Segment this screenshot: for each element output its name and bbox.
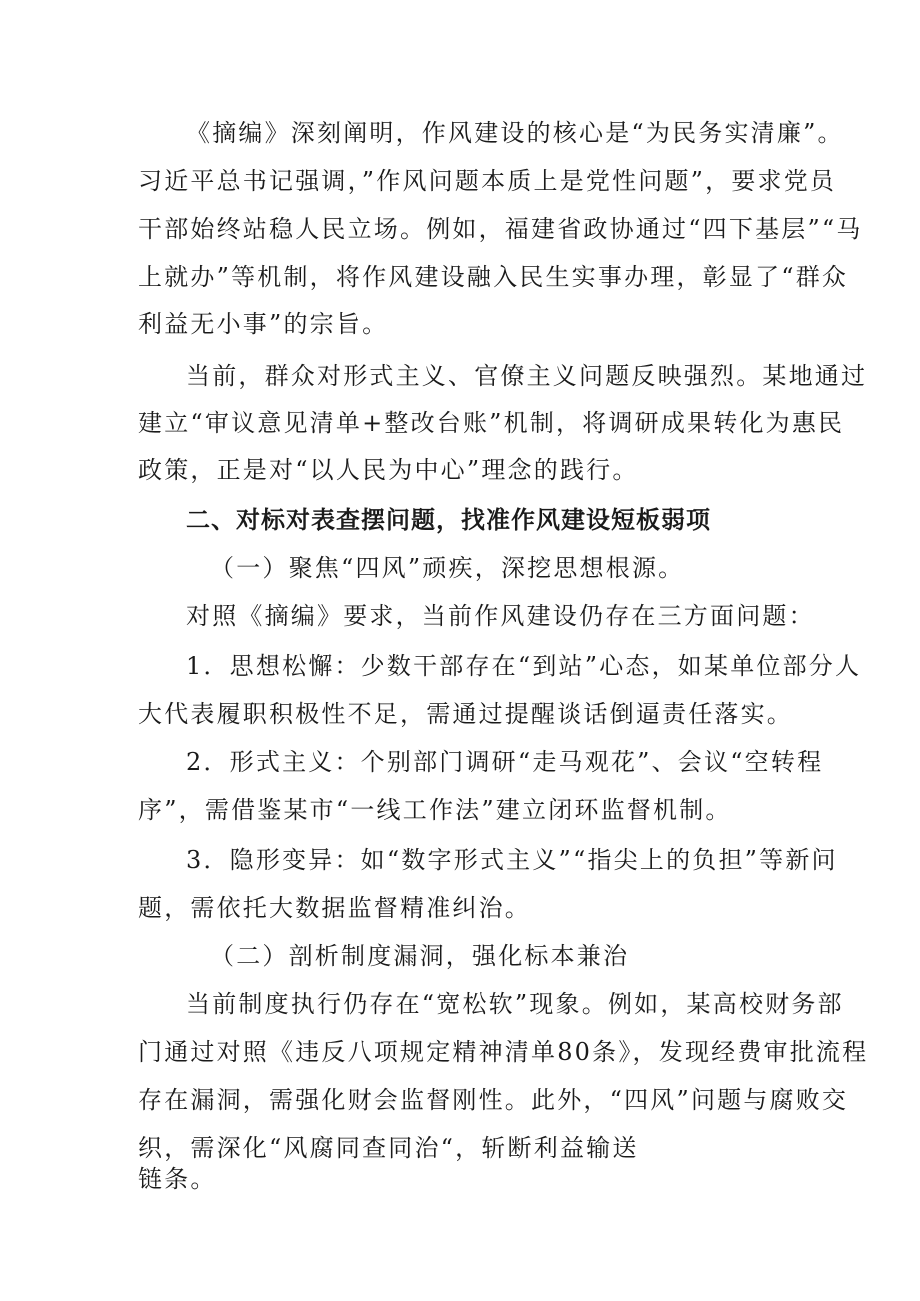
paragraph-2-line-1: 当前，群众对形式主义、官僚主义问题反映强烈。某地通过 (186, 362, 868, 390)
paragraph-1-line-2: 习近平总书记强调，”作风问题本质上是党性问题”，要求党员 (138, 167, 837, 195)
paragraph-1-line-5: 利益无小事”的宗旨。 (138, 310, 389, 338)
item-2-line-1: 2．形式主义：个别部门调研“走马观花”、会议“空转程 (186, 748, 824, 776)
subsection-1-title: （一）聚焦“四风”顽疾，深挖思想根源。 (210, 554, 685, 582)
paragraph-4-line-4: 织，需深化“风腐同查同治“，斩断利益输送 (138, 1134, 639, 1162)
subsection-2-title: （二）剖析制度漏洞，强化标本兼治 (210, 942, 630, 970)
paragraph-1-line-1: 《摘编》深刻阐明，作风建设的核心是“为民务实清廉”。 (186, 119, 844, 147)
paragraph-4-line-3: 存在漏洞，需强化财会监督刚性。此外，“四风”问题与腐败交 (138, 1086, 849, 1114)
item-3-line-2: 题，需依托大数据监督精准纠治。 (138, 894, 531, 922)
paragraph-4-line-2: 门通过对照《违反八项规定精神清单80条》，发现经费审批流程 (138, 1038, 869, 1066)
item-1-line-1: 1．思想松懈：少数干部存在“到站”心态，如某单位部分人 (186, 652, 862, 680)
item-1-line-2: 大代表履职积极性不足，需通过提醒谈话倒逼责任落实。 (138, 700, 793, 728)
paragraph-1-line-4: 上就办”等机制，将作风建设融入民生实事办理，彰显了“群众 (138, 263, 849, 291)
section-heading: 二、对标对表查摆问题，找准作风建设短板弱项 (186, 506, 711, 534)
paragraph-2-line-2: 建立“审议意见清单+整改台账”机制，将调研成果转化为惠民 (138, 409, 845, 437)
paragraph-1-line-3: 干部始终站稳人民立场。例如，福建省政协通过“四下基层”“马 (138, 215, 863, 243)
item-2-line-2: 序”，需借鉴某市“一线工作法”建立闭环监督机制。 (138, 796, 732, 824)
paragraph-4-line-1: 当前制度执行仍存在“宽松软”现象。例如，某高校财务部 (186, 990, 844, 1018)
paragraph-2-line-3: 政策，正是对“以人民为中心”理念的践行。 (138, 456, 639, 484)
paragraph-4-line-5: 链条。 (138, 1165, 217, 1193)
item-3-line-1: 3．隐形变异：如“数字形式主义”“指尖上的负担”等新问 (186, 846, 838, 874)
paragraph-3: 对照《摘编》要求，当前作风建设仍存在三方面问题： (186, 602, 815, 630)
